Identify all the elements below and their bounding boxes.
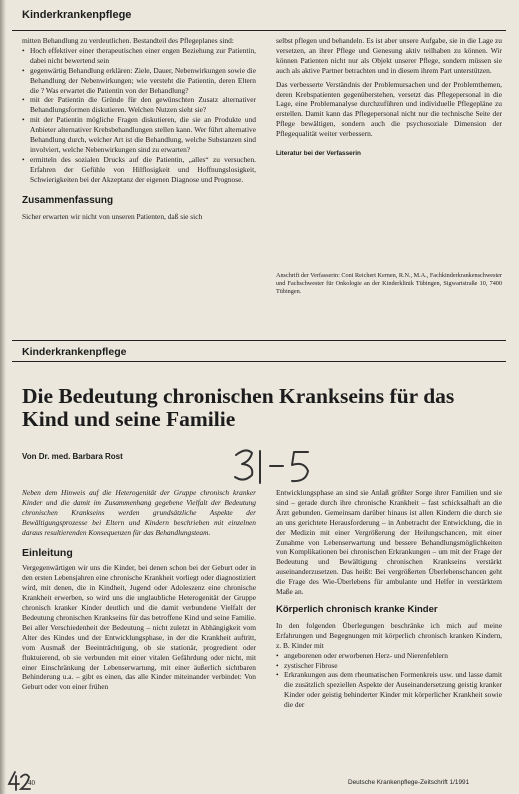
list-item: • zystischer Fibrose (276, 661, 502, 671)
list-item: • mit der Patientin mögliche Fragen diskutieren, die sie an Produkte und Anbieter alternativer Krebsbehandlungen stellen kann. Wer führt alternative Behandlung durch, welcher Art ist die Behandlung, welche Substanzen sind involviert, welche Nebenwirkungen sind zu erwarten? (22, 115, 256, 155)
bottom-right-column (276, 488, 502, 710)
top-right-para-1: selbst pflegen und behandeln. Es ist aber unsere Aufgabe, sie in die Lage zu versetzen, an ihrer Pflege und Genesung aktiv teilhaben zu können. Wir können Patienten nicht nur als Objekt unserer Pflege, sondern müssen sie auch als aktive Partner betrachten und in diesem ihrem Part unterstützen. (276, 36, 502, 75)
intro-text: Vergegenwärtigen wir uns die Kinder, bei denen schon bei der Geburt oder in den ersten Lebensjahren eine chronische Krankheit vorliegt oder diagnostiziert wird, mit denen, die in Kindheit, Jugend oder Adoleszenz eine chronische Krankheit erwerben, so wird uns die unglaubliche Heterogenität der Gruppe chronisch kranker Kinder deutlich und die damit verbundene Vielfalt der Bedeutung chronischen Krankseins für das betroffene Kind und seine Familie. Bei aller Verschiedenheit der Bedeutung – nicht zuletzt in Abhängigkeit vom Alter des Kindes und der Entwicklungsphase, in der die Krankheit auftritt, vom Ausmaß der Beeinträchtigung, ob sie stationär, progredient oder fluktuierend, ob sie verbunden mit einer vitalen Gefährdung oder nicht, mit einer Einschränkung der Lebenserwartung, mit einer äußerlich sichtbaren Behinderung u.a. – gibt es einen, das alle Kinder miteinander verbindet: Von Geburt oder von einer frühen (22, 563, 256, 692)
intro-heading: Einleitung (22, 546, 73, 559)
page-edge-shadow (0, 0, 6, 794)
top-left-intro: mitten Behandlung zu verdeutlichen. Bestandteil des Pflegeplanes sind: (22, 36, 234, 45)
summary-heading: Zusammenfassung (22, 194, 114, 206)
list-item: • Erkrankungen aus dem rheumatischen Formenkreis usw. und lasse damit die zusätzlich speziellen Aspekte der Auseinandersetzung geistig kranker Kinder oder geistig behinderter Kinder mit körperlicher Krankheit sowie die der (276, 670, 502, 710)
top-right-para-2: Das verbesserte Verständnis der Problemursachen und der Problemthemen, deren Krebspatienten gegenüberstehen, versetzt das Pflegepersonal in die Lage, eine Problemanalyse durchzuführen und individuelle Pflegepläne zu erstellen. Damit kann das Pflegepersonal nicht nur die technische Seite der Pflege bewältigen, sondern auch die psychosoziale Dimension der Pflegequalität weiter verbessern. (276, 79, 502, 139)
top-right-column (276, 36, 502, 159)
article-title: Die Bedeutung chronischen Krankseins für das Kind und seine Familie (22, 384, 455, 431)
author-address: Anschrift der Verfasserin: Coni Reichert Kernen, R.N., M.A., Fachkinderkrankenschwester und Fachschwester für Onkologie an der Kinderklinik Tübingen, Sigwartstraße 10, 7400 Tübingen. (276, 272, 502, 295)
section-header: Kinderkrankenpflege (22, 346, 127, 358)
article-abstract: Neben dem Hinweis auf die Heterogenität der Gruppe chronisch kranker Kinder und die damit im Zusammenhang gegebene Vielfalt der Bedeutung chronischen Krankseins werden grundsätzliche Aspekte der Bewältigungsprozesse bei Eltern und Kindern beschrieben mit einzelnen daraus resultierenden Konsequenzen für das Behandlungsteam. (22, 488, 256, 537)
literature-note: Literatur bei der Verfasserin (276, 150, 361, 158)
chronic-heading: Körperlich chronisch kranke Kinder (276, 603, 438, 615)
summary-text: Sicher erwarten wir nicht von unseren Patienten, daß sie sich (22, 211, 203, 221)
section-divider (12, 340, 506, 341)
list-item: • mit der Patientin die Gründe für den gewünschten Zusatz alternativer Behandlungsformen diskutieren. Welchen Nutzen sieht sie? (22, 95, 256, 115)
section-header-rule (12, 361, 506, 362)
handwritten-mark (230, 445, 320, 490)
article-author: Von Dr. med. Barbara Rost (22, 452, 123, 461)
bottom-right-text: Entwicklungsphase an sind sie Anlaß größter Sorge ihrer Familien und sie sind – gerade durch ihre chronische Krankheit – fast schicksalhaft an die Ärzt gebunden. Gemeinsam darüber hinaus ist allen Kindern die durch sie an uns gerichtete Herausforderung – in Anbetracht der Entwicklung, die in der Medizin mit einer Vergrößerung der Heilungschancen, mit einer Zunahme von Lebenserwartung und bessere Behandlungsmöglichkeiten von Komplikationen bei chronischen Erkrankungen – um mit der Frage der Bedeutung und Bewältigung chronischen Krankseins verstärkt auseinanderzusetzen. Das heißt: Bei vergrößerten Überlebenschancen geht die Frage des Wie-Überlebens für ambulante und Helfer in verstärktem Maße an. (276, 488, 502, 597)
list-item: • Hoch effektiver einer therapeutischen einer engen Beziehung zur Patientin, dabei nicht bewertend sein (22, 46, 256, 66)
list-item: • gegenwärtig Behandlung erklären: Ziele, Dauer, Nebenwirkungen sowie die Behandlung der Nebenwirkungen; wie versteht die Patientin, deren Eltern die ? Was erwartet die Patientin von der Behandlung? (22, 66, 256, 96)
page-number: 40 (28, 779, 35, 787)
list-item: • angeborenen oder erworbenen Herz- und Nierenfehlern (276, 651, 502, 661)
top-left-column (22, 36, 256, 221)
journal-reference: Deutsche Krankenpflege-Zeitschrift 1/1991 (348, 779, 470, 786)
list-item: • ermitteln des sozialen Drucks auf die Patientin, „alles“ zu versuchen. Erfahren der Gefühle von Hilflosigkeit und Hoffnungslosigkeit, Schwierigkeiten bei der Akzeptanz der eigenen Diagnose und Prognose. (22, 155, 256, 185)
bottom-left-column (22, 488, 256, 692)
running-header: Kinderkrankenpflege (22, 9, 132, 21)
chronic-intro: In den folgenden Überlegungen beschränke ich mich auf meine Erfahrungen und Begegnungen mit körperlich chronisch kranken Kindern, z. B. Kinder mit (276, 620, 502, 650)
chronic-bullets (276, 651, 502, 710)
top-left-bullets (22, 46, 256, 185)
